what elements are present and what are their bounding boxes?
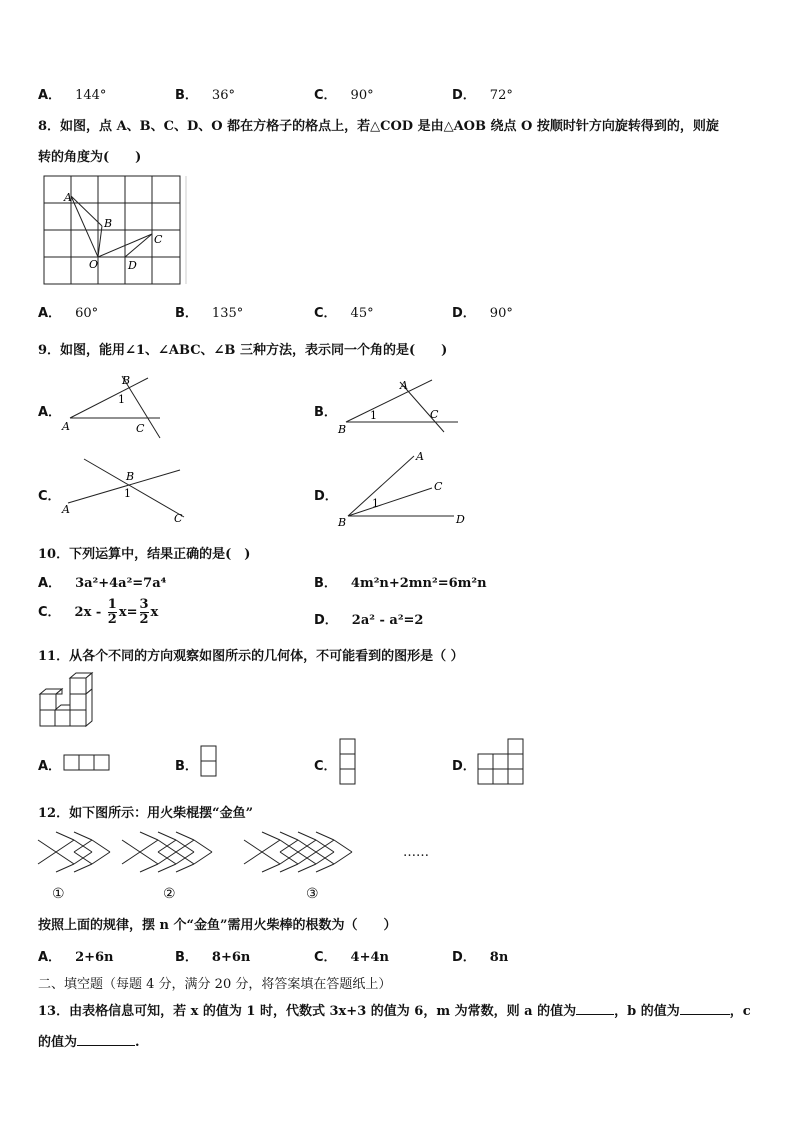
q9a-label-1: 1 xyxy=(118,393,125,406)
q11-option-d-shape xyxy=(477,738,527,788)
q8-grid-figure xyxy=(44,176,189,288)
q12-label-3: ③ xyxy=(306,886,319,902)
q12-goldfish-figures xyxy=(36,828,436,878)
q9d-label-a: A xyxy=(416,450,424,463)
q9d-label-d: D xyxy=(456,513,465,526)
q8-option-b: B． 135° xyxy=(175,306,244,321)
q7-option-a: A． 144° xyxy=(38,88,107,103)
q9b-label-a: A xyxy=(400,379,408,392)
q9-option-b-letter: B． xyxy=(314,405,337,420)
q11-option-a-letter: A． xyxy=(38,759,62,774)
q12-question: 按照上面的规律，摆 n 个“金鱼”需用火柴棒的根数为（ ） xyxy=(38,918,397,933)
q13-blank-c[interactable] xyxy=(77,1045,135,1046)
q13-line2: 的值为 . xyxy=(38,1035,140,1050)
q9a-label-b: B xyxy=(122,374,131,387)
q7-option-c: C． 90° xyxy=(314,88,374,103)
q12-option-d: D． 8n xyxy=(452,950,509,965)
q8-option-c: C． 45° xyxy=(314,306,374,321)
q12-option-c: C． 4+4n xyxy=(314,950,389,965)
q8-label-c: C xyxy=(154,233,163,246)
q7-option-b: B． 36° xyxy=(175,88,235,103)
q9-figure-c xyxy=(60,455,190,527)
q13-blank-b[interactable] xyxy=(680,1014,730,1015)
q10-option-a: A． 3a²+4a²=7a⁴ xyxy=(38,576,167,591)
q11-solid-figure xyxy=(38,672,96,728)
q7-option-d: D． 72° xyxy=(452,88,513,103)
q12-label-2: ② xyxy=(163,886,176,902)
q10-option-b: B． 4m²n+2mn²=6m²n xyxy=(314,576,487,591)
q8-stem-line1: 8．如图，点 A、B、C、D、O 都在方格子的格点上，若△COD 是由△AOB 绕点 O 按顺时针方向旋转得到的，则旋 xyxy=(38,119,719,134)
q11-option-b-letter: B． xyxy=(175,759,198,774)
q9-figure-a xyxy=(60,370,170,440)
q9-figure-d xyxy=(336,448,476,528)
q11-option-c-letter: C． xyxy=(314,759,337,774)
q9d-label-1: 1 xyxy=(372,497,379,510)
q13-line1: 13．由表格信息可知，若 x 的值为 1 时，代数式 3x+3 的值为 6，m 为常数，则 a 的值为 ，b 的值为 ，c xyxy=(38,1004,751,1019)
q9d-label-b: B xyxy=(338,516,347,529)
q9c-label-a: A xyxy=(62,503,70,516)
q13-blank-a[interactable] xyxy=(576,1014,614,1015)
q8-option-d: D． 90° xyxy=(452,306,513,321)
q11-option-b-shape xyxy=(200,745,218,779)
q9b-label-b: B xyxy=(338,423,347,436)
q9-figure-b xyxy=(336,372,466,438)
q9-option-a-letter: A． xyxy=(38,405,62,420)
q8-label-a: A xyxy=(64,191,72,204)
q9a-label-c: C xyxy=(136,422,145,435)
q12-stem: 12．如下图所示：用火柴棍摆“金鱼” xyxy=(38,806,254,821)
q9d-label-c: C xyxy=(434,480,443,493)
q11-option-c-shape xyxy=(339,738,357,788)
q8-label-b: B xyxy=(104,217,113,230)
q10-option-d: D． 2a² - a²=2 xyxy=(314,613,424,628)
q11-option-d-letter: D． xyxy=(452,759,476,774)
q10-stem: 10．下列运算中，结果正确的是( ) xyxy=(38,547,251,562)
q9b-label-c: C xyxy=(430,408,439,421)
q9a-label-a: A xyxy=(62,420,70,433)
q12-ellipsis: …… xyxy=(403,845,429,860)
q8-stem-line2: 转的角度为( ) xyxy=(38,150,142,165)
q9-stem: 9．如图，能用∠1、∠ABC、∠B 三种方法，表示同一个角的是( ) xyxy=(38,343,448,358)
q9-option-d-letter: D． xyxy=(314,489,338,504)
section-2-heading: 二、填空题（每题 4 分，满分 20 分，将答案填在答题纸上） xyxy=(38,977,392,992)
q11-option-a-shape xyxy=(64,754,112,772)
q9-option-c-letter: C． xyxy=(38,489,61,504)
q11-stem: 11．从各个不同的方向观察如图所示的几何体，不可能看到的图形是（ ） xyxy=(38,649,464,664)
q8-label-o: O xyxy=(89,258,99,271)
q9c-label-b: B xyxy=(126,470,135,483)
q12-option-a: A． 2+6n xyxy=(38,950,114,965)
q8-label-d: D xyxy=(128,259,137,272)
q10-option-c: C． 2x - $\frac{1}{2}$ x= $\frac{3}{2}$ x xyxy=(38,597,159,627)
q12-label-1: ① xyxy=(52,886,65,902)
q9c-label-1: 1 xyxy=(124,487,131,500)
q9b-label-1: 1 xyxy=(370,409,377,422)
q9c-label-c: C xyxy=(174,512,183,525)
q8-option-a: A． 60° xyxy=(38,306,99,321)
q12-option-b: B． 8+6n xyxy=(175,950,251,965)
